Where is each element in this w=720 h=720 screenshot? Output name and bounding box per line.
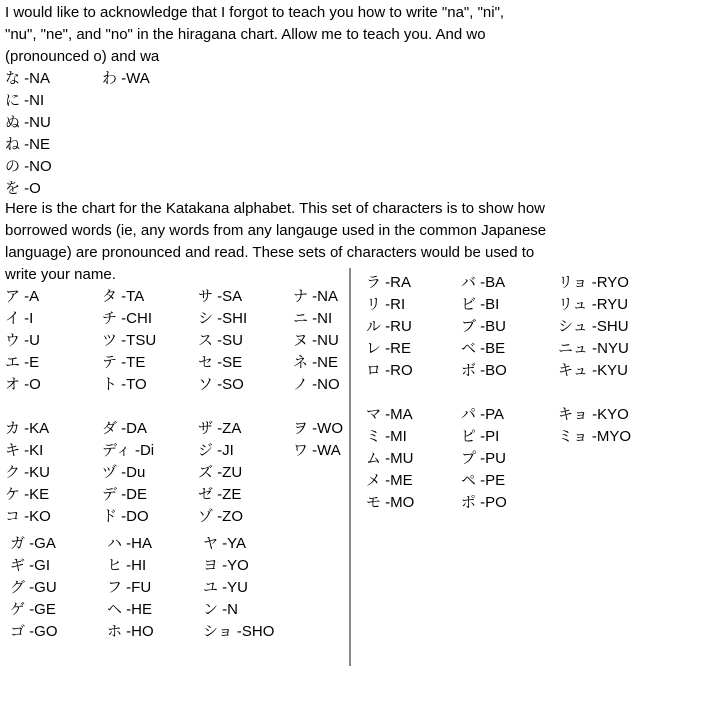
katakana-entry: ケ -KE xyxy=(5,486,50,503)
katakana-entry: ゴ -GO xyxy=(10,623,58,640)
katakana-entry: タ -TA xyxy=(102,288,145,305)
katakana-entry: エ -E xyxy=(5,354,40,371)
katakana-entry: キ -KI xyxy=(5,442,44,459)
katakana-entry: ヲ -WO xyxy=(293,420,343,437)
katakana-entry: リュ -RYU xyxy=(558,296,629,313)
katakana-entry: メ -ME xyxy=(366,472,413,489)
katakana-entry: ヒ -HI xyxy=(107,557,147,574)
katakana-entry: ズ -ZU xyxy=(198,464,243,481)
katakana-entry: ショ -SHO xyxy=(203,623,275,640)
katakana-entry: グ -GU xyxy=(10,579,57,596)
katakana-entry: テ -TE xyxy=(102,354,146,371)
katakana-intro-line: language) are pronounced and read. These sets of characters would be used to xyxy=(5,244,535,261)
katakana-entry: ギ -GI xyxy=(10,557,50,574)
katakana-entry: ヌ -NU xyxy=(293,332,339,349)
katakana-entry: ビ -BI xyxy=(461,296,500,313)
katakana-entry: リョ -RYO xyxy=(558,274,629,291)
hiragana-entry: に -NI xyxy=(5,92,45,109)
katakana-entry: コ -KO xyxy=(5,508,51,525)
katakana-entry: オ -O xyxy=(5,376,41,393)
hiragana-entry: な -NA xyxy=(5,70,51,87)
katakana-entry: ミョ -MYO xyxy=(558,428,632,445)
katakana-entry: ル -RU xyxy=(366,318,412,335)
katakana-entry: バ -BA xyxy=(461,274,506,291)
katakana-entry: ヘ -HE xyxy=(107,601,153,618)
katakana-entry: ム -MU xyxy=(366,450,414,467)
katakana-entry: ウ -U xyxy=(5,332,40,349)
katakana-entry: フ -FU xyxy=(107,579,152,596)
katakana-entry: マ -MA xyxy=(366,406,413,423)
katakana-entry: ザ -ZA xyxy=(198,420,242,437)
katakana-entry: ダ -DA xyxy=(102,420,148,437)
katakana-entry: イ -I xyxy=(5,310,34,327)
intro-line: I would like to acknowledge that I forgot to teach you how to write "na", "ni", xyxy=(5,4,505,21)
katakana-entry: レ -RE xyxy=(366,340,412,357)
katakana-entry: ジ -JI xyxy=(198,442,234,459)
katakana-entry: リ -RI xyxy=(366,296,406,313)
katakana-entry: ツ -TSU xyxy=(102,332,157,349)
katakana-entry: ス -SU xyxy=(198,332,244,349)
katakana-entry: ポ -PO xyxy=(461,494,507,511)
katakana-entry: ゼ -ZE xyxy=(198,486,242,503)
katakana-entry: ン -N xyxy=(203,601,238,618)
katakana-entry: カ -KA xyxy=(5,420,50,437)
intro-line: (pronounced o) and wa xyxy=(5,48,160,65)
katakana-entry: ニュ -NYU xyxy=(558,340,629,357)
column-divider xyxy=(349,268,351,666)
katakana-entry: ガ -GA xyxy=(10,535,56,552)
katakana-entry: チ -CHI xyxy=(102,310,152,327)
katakana-entry: ア -A xyxy=(5,288,40,305)
katakana-entry: ゲ -GE xyxy=(10,601,56,618)
katakana-entry: ボ -BO xyxy=(461,362,507,379)
katakana-entry: ナ -NA xyxy=(293,288,339,305)
katakana-entry: キュ -KYU xyxy=(558,362,629,379)
katakana-intro-line: write your name. xyxy=(5,266,116,283)
katakana-entry: シ -SHI xyxy=(198,310,248,327)
katakana-entry: ベ -BE xyxy=(461,340,506,357)
katakana-entry: ワ -WA xyxy=(293,442,341,459)
katakana-entry: ピ -PI xyxy=(461,428,500,445)
katakana-entry: ブ -BU xyxy=(461,318,507,335)
hiragana-entry: を -O xyxy=(5,180,41,197)
katakana-entry: セ -SE xyxy=(198,354,243,371)
katakana-entry: ソ -SO xyxy=(198,376,244,393)
katakana-entry: ト -TO xyxy=(102,376,147,393)
hiragana-entry: の -NO xyxy=(5,158,52,175)
hiragana-entry: わ -WA xyxy=(102,70,150,87)
katakana-entry: サ -SA xyxy=(198,288,243,305)
katakana-entry: ネ -NE xyxy=(293,354,339,371)
katakana-intro-line: borrowed words (ie, any words from any langauge used in the common Japanese xyxy=(5,222,547,239)
intro-line: "nu", "ne", and "no" in the hiragana chart. Allow me to teach you. And wo xyxy=(5,26,486,43)
katakana-entry: ヅ -Du xyxy=(102,464,146,481)
katakana-entry: プ -PU xyxy=(461,450,507,467)
katakana-entry: パ -PA xyxy=(461,406,505,423)
katakana-entry: ニ -NI xyxy=(293,310,333,327)
katakana-entry: ク -KU xyxy=(5,464,51,481)
katakana-entry: キョ -KYO xyxy=(558,406,629,423)
katakana-entry: ユ -YU xyxy=(203,579,249,596)
hiragana-entry: ね -NE xyxy=(5,136,51,153)
katakana-entry: ハ -HA xyxy=(107,535,153,552)
katakana-intro-line: Here is the chart for the Katakana alphabet. This set of characters is to show how xyxy=(5,200,546,217)
katakana-entry: ノ -NO xyxy=(293,376,340,393)
katakana-entry: ディ -Di xyxy=(102,442,155,459)
katakana-entry: デ -DE xyxy=(102,486,148,503)
katakana-entry: ヤ -YA xyxy=(203,535,247,552)
katakana-entry: ホ -HO xyxy=(107,623,154,640)
katakana-entry: モ -MO xyxy=(366,494,415,511)
katakana-entry: ラ -RA xyxy=(366,274,412,291)
katakana-entry: ヨ -YO xyxy=(203,557,249,574)
hiragana-entry: ぬ -NU xyxy=(5,114,51,131)
katakana-entry: ミ -MI xyxy=(366,428,407,445)
katakana-entry: シュ -SHU xyxy=(558,318,629,335)
katakana-entry: ロ -RO xyxy=(366,362,413,379)
katakana-entry: ペ -PE xyxy=(461,472,506,489)
katakana-entry: ゾ -ZO xyxy=(198,508,243,525)
katakana-entry: ド -DO xyxy=(102,508,149,525)
